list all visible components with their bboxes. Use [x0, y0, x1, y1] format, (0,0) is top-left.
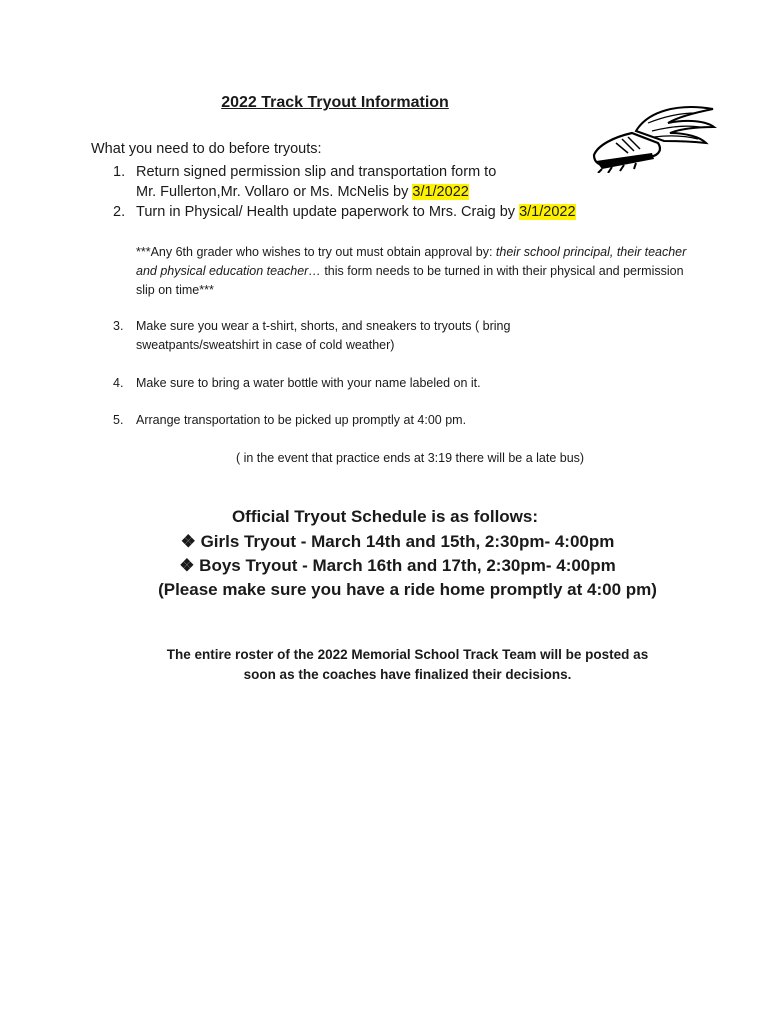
- item-line: Make sure you wear a t-shirt, shorts, and sneakers to tryouts ( bring: [136, 319, 511, 333]
- roster-line: The entire roster of the 2022 Memorial School Track Team will be posted as: [166, 647, 649, 662]
- note-text: ***Any 6th grader who wishes to try out must obtain approval by:: [136, 245, 496, 259]
- winged-shoe-icon: [588, 103, 718, 173]
- note-italic: their school principal, their teacher and physical education teacher…: [136, 245, 687, 278]
- item-line: sweatpants/sweatshirt in case of cold weather): [136, 338, 395, 352]
- item-text: [136, 162, 496, 202]
- item-line: Turn in Physical/ Health update paperwork to Mrs. Craig by: [136, 204, 520, 220]
- item-number: 2.: [113, 204, 126, 220]
- schedule-heading: Official Tryout Schedule is as follows:: [231, 507, 539, 526]
- sixth-grade-note: [136, 243, 696, 300]
- due-date-highlight: 3/1/2022: [412, 184, 469, 200]
- item-number: 3.: [113, 319, 124, 333]
- roster-notice: [0, 645, 770, 685]
- page-title: 2022 Track Tryout Information: [221, 94, 449, 111]
- due-date-highlight: 3/1/2022: [519, 204, 576, 220]
- boys-tryout: ❖ Boys Tryout - March 16th and 17th, 2:30pm- 4:00pm: [179, 556, 616, 575]
- intro-text: What you need to do before tryouts:: [91, 141, 322, 157]
- item-line: Mr. Fullerton,Mr. Vollaro or Ms. McNelis by: [136, 184, 413, 200]
- roster-line: soon as the coaches have finalized their decisions.: [243, 667, 572, 682]
- item-text: Make sure to bring a water bottle with your name labeled on it.: [136, 376, 481, 390]
- late-bus-note: ( in the event that practice ends at 3:19 there will be a late bus): [235, 451, 585, 465]
- girls-tryout: ❖ Girls Tryout - March 14th and 15th, 2:30pm- 4:00pm: [180, 532, 615, 551]
- item-number: 5.: [113, 413, 124, 427]
- item-text: [136, 317, 510, 355]
- item-number: 1.: [113, 164, 126, 180]
- item-number: 4.: [113, 376, 124, 390]
- note-text: this form needs to be turned in with their physical and permission slip on time***: [136, 264, 684, 297]
- item-text: Arrange transportation to be picked up promptly at 4:00 pm.: [136, 413, 467, 427]
- item-line: Return signed permission slip and transportation form to: [136, 164, 497, 180]
- ride-home-reminder: (Please make sure you have a ride home promptly at 4:00 pm): [158, 580, 657, 599]
- item-text: [136, 202, 576, 222]
